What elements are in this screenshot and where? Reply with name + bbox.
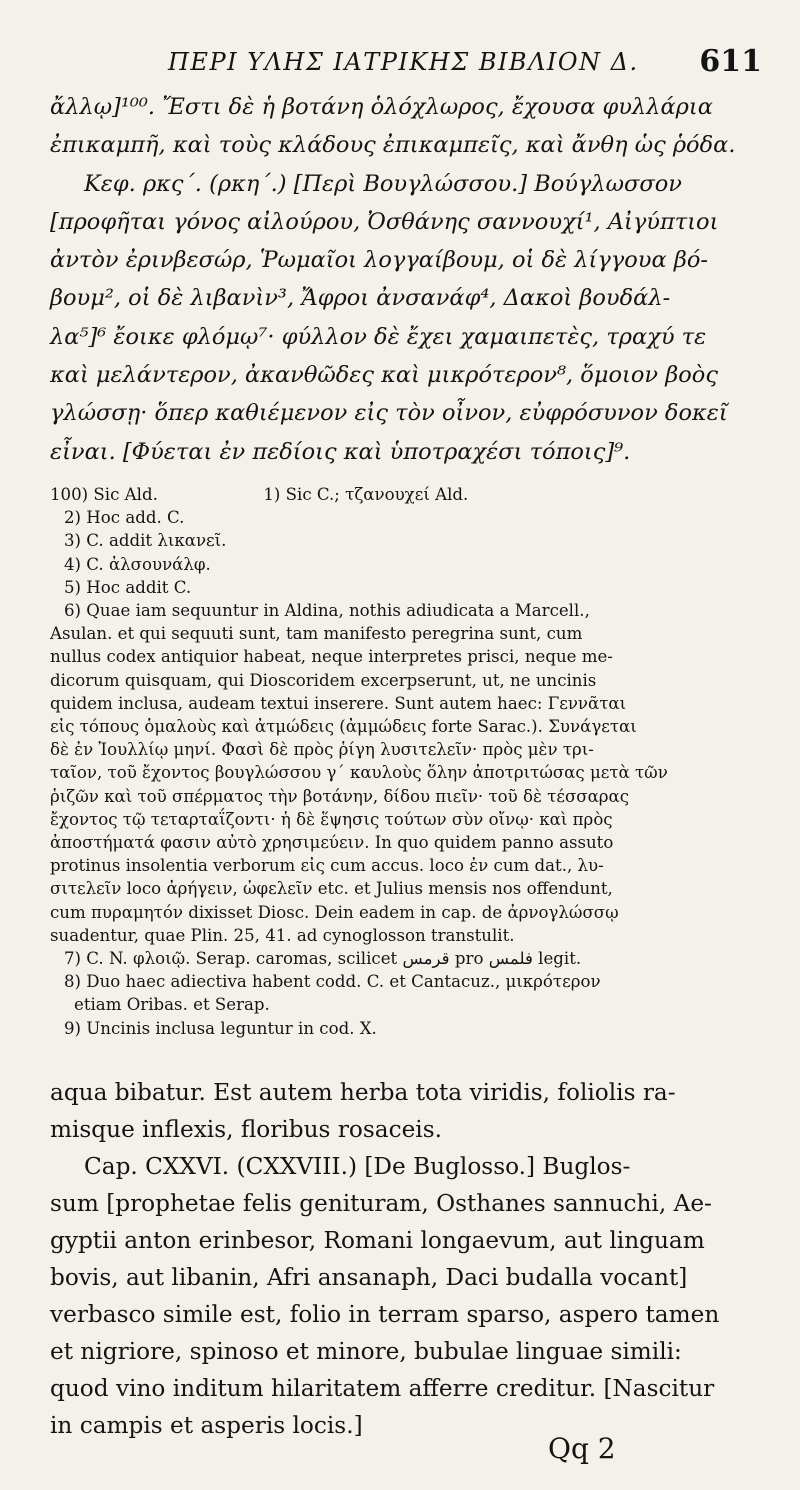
text-line: sum [prophetae felis genituram, Osthanes sannuchi, Ae- <box>50 1189 712 1217</box>
signature-mark: Qq 2 <box>548 1432 616 1465</box>
latin-text-block <box>50 1074 774 1444</box>
footnote-line: 5) Hoc addit C. <box>64 577 192 597</box>
text-line: καὶ μελάντερον, ἀκανθῶδες καὶ μικρότερον⁸, ὅμοιον βοὸς <box>50 362 718 389</box>
footnote-line: 9) Uncinis inclusa leguntur in cod. X. <box>64 1018 377 1038</box>
footnote-line: ἀποστήματά φασιν αὐτὸ χρησιμεύειν. In quo quidem panno assuto <box>50 833 614 853</box>
footnotes-block <box>50 483 774 1040</box>
text-line: ἄλλῳ]¹⁰⁰. Ἔστι δὲ ἡ βοτάνη ὁλόχλωρος, ἔχουσα φυλλάρια <box>50 94 713 120</box>
footnote-line: ἔχοντος τῷ τεταρταΐζοντι· ἡ δὲ ἕψησις τούτων σὺν οἴνῳ· καὶ πρὸς <box>50 809 613 829</box>
text-line: misque inflexis, floribus rosaceis. <box>50 1115 442 1143</box>
footnote-line: 2) Hoc add. C. <box>64 508 185 528</box>
footnote-line: δὲ ἐν Ἰουλλίῳ μηνί. Φασὶ δὲ πρὸς ῥίγη λυσιτελεῖν· πρὸς μὲν τρι- <box>50 740 594 760</box>
footnote-line: 8) Duo haec adiectiva habent codd. C. et Cantacuz., μικρότερον <box>64 972 601 992</box>
text-line: in campis et asperis locis.] <box>50 1411 363 1439</box>
greek-text-block <box>50 88 774 471</box>
text-line: λα⁵]⁶ ἔοικε φλόμῳ⁷· φύλλον δὲ ἔχει χαμαιπετὲς, τραχύ τε <box>50 323 707 350</box>
footnote-line: σιτελεῖν loco ἀρήγειν, ὠφελεῖν etc. et Julius mensis nos offendunt, <box>50 879 613 899</box>
text-line: bovis, aut libanin, Afri ansanaph, Daci budalla vocant] <box>50 1263 688 1291</box>
footnote-line: cum πυραμητόν dixisset Diosc. Dein eadem in cap. de ἀρνογλώσσῳ <box>50 902 619 922</box>
text-line: aqua bibatur. Est autem herba tota viridis, foliolis ra- <box>50 1078 676 1106</box>
text-line: [προφῆται γόνος αἰλούρου, Ὀσθάνης σαννουχί¹, Αἰγύπτιοι <box>50 208 719 235</box>
text-line: γλώσσῃ· ὅπερ καθιέμενον εἰς τὸν οἶνον, εὐφρόσυνον δοκεῖ <box>50 400 728 427</box>
footnote-line: εἰς τόπους ὁμαλοὺς καὶ ἀτμώδεις (ἀμμώδεις forte Sarac.). Συνάγεται <box>50 717 637 736</box>
text-line: ἀντὸν ἐρινβεσώρ, Ῥωμαῖοι λογγαίβουμ, οἱ δὲ λίγγουα βό- <box>50 247 708 274</box>
footnote-line: 3) C. addit λικανεῖ. <box>64 531 227 551</box>
text-line: et nigriore, spinoso et minore, bubulae linguae simili: <box>50 1337 682 1365</box>
footnote-line: protinus insolentia verborum εἰς cum accus. loco ἐν cum dat., λυ- <box>50 856 604 876</box>
footnote-line: 7) C. N. φλοιῷ. Serap. caromas, scilicet قرمس pro فلمس legit. <box>64 949 582 969</box>
text-line: Cap. CXXVI. (CXXVIII.) [De Buglosso.] Buglos- <box>84 1152 631 1180</box>
page-number: 611 <box>699 44 762 79</box>
page-header <box>50 36 774 80</box>
footnote-line: 6) Quae iam sequuntur in Aldina, nothis adiudicata a Marcell., <box>64 600 590 620</box>
text-line: gyptii anton erinbesor, Romani longaevum, aut linguam <box>50 1226 705 1254</box>
text-line: verbasco simile est, folio in terram sparso, aspero tamen <box>50 1300 720 1328</box>
footnote-line: suadentur, quae Plin. 25, 41. ad cynoglosson transtulit. <box>50 925 515 945</box>
text-line: εἶναι. [Φύεται ἐν πεδίοις καὶ ὑποτραχέσι τόποις]⁹. <box>50 438 631 465</box>
text-line: βουμ², οἱ δὲ λιβανὶν³, Ἄφροι ἀνσανάφ⁴, Δακοὶ βουδάλ- <box>50 285 671 312</box>
footnote-line: ταῖον, τοῦ ἔχοντος βουγλώσσου γ΄ καυλοὺς ὅλην ἀποτριτώσας μετὰ τῶν <box>50 763 668 783</box>
footnote-line: 100) Sic Ald. 1) Sic C.; τζανουχεί Ald. <box>50 484 469 504</box>
footnote-line: nullus codex antiquior habeat, neque interpretes prisci, neque me- <box>50 647 613 667</box>
footnote-line: dicorum quisquam, qui Dioscoridem excerpserunt, ut, ne uncinis <box>50 670 597 690</box>
footnote-line: Asulan. et qui sequuti sunt, tam manifesto peregrina sunt, cum <box>50 624 583 644</box>
footnote-line: quidem inclusa, audeam textui inserere. Sunt autem haec: Γεννᾶται <box>50 693 627 713</box>
footnote-line: ῥιζῶν καὶ τοῦ σπέρματος τὴν βοτάνην, δίδου πιεῖν· τοῦ δὲ τέσσαρας <box>50 786 630 806</box>
text-line: Κεφ. ρκς΄. (ρκη΄.) [Περὶ Βουγλώσσου.] Βούγλωσσον <box>84 170 682 197</box>
text-line: ἐπικαμπῆ, καὶ τοὺς κλάδους ἐπικαμπεῖς, καὶ ἄνθη ὡς ῥόδα. <box>50 132 736 159</box>
footnote-line: 4) C. ἀλσουνάλφ. <box>64 554 211 574</box>
running-head: ΠΕΡΙ ΥΛΗΣ ΙΑΤΡΙΚΗΣ ΒΙΒΛΙΟΝ Δ. <box>168 48 639 76</box>
text-line: quod vino inditum hilaritatem afferre creditur. [Nascitur <box>50 1374 715 1402</box>
footnote-line: etiam Oribas. et Serap. <box>74 995 270 1015</box>
